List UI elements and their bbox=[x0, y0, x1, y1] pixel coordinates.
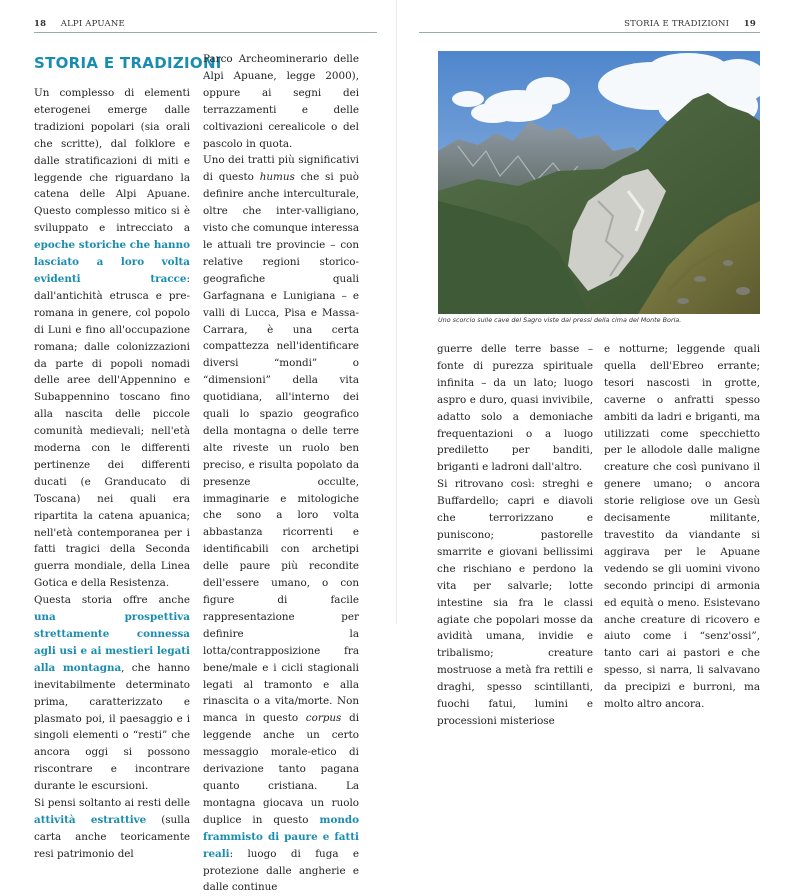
highlight-text: mondo frammisto di paure e fatti reali bbox=[203, 813, 359, 860]
highlight-text: attività estrattive bbox=[34, 813, 147, 826]
mountain-landscape-illustration bbox=[438, 51, 760, 314]
page-number-right: 19 bbox=[743, 19, 756, 29]
right-page bbox=[397, 0, 794, 727]
mountain-photo bbox=[438, 51, 760, 314]
highlight-text: una prospettiva strettamente connessa agli usi e ai mestieri legati alla montagna bbox=[34, 611, 190, 674]
italic-text: humus bbox=[259, 171, 295, 184]
text-run: di leggende anche un certo messaggio morale-etico di derivazione tanto pagana quanto cristiana. La montagna giocava un ruolo duplice in questo bbox=[203, 712, 359, 826]
text-column-1 bbox=[34, 85, 190, 863]
photo-caption: Uno scorcio sulle cave del Sagro viste dai pressi della cima del Monte Borla. bbox=[438, 316, 682, 324]
text-run: : luogo di fuga e protezione dalle angherie e dalle continue bbox=[203, 847, 359, 894]
left-page bbox=[0, 0, 397, 894]
text-column-4 bbox=[604, 341, 760, 713]
running-head-left-text: ALPI APUANE bbox=[60, 19, 125, 29]
header-rule-left bbox=[34, 32, 377, 33]
highlight-text: epoche storiche che hanno lasciato a loro volta evidenti tracce bbox=[34, 239, 190, 285]
paragraph: Parco Archeominerario delle Alpi Apuane, legge 2000), oppure ai segni dei terrazzamenti e delle coltivazioni cerealicole o del pascolo in quota. bbox=[203, 53, 359, 150]
text-column-2 bbox=[203, 51, 359, 896]
running-head-right-text: STORIA E TRADIZIONI bbox=[624, 19, 730, 29]
text-run: che si può definire anche interculturale, oltre che inter-valligiano, visto che comunque interessa le attuali tre provincie – con relative regioni storico-geografiche quali Garfagnana e Lunigiana – e valli di Lucca, Pisa e Massa-Carrara, è una certa compattezza nell'identificare diversi “mondi” o “dimensioni” della vita quotidiana, all'interno dei quali lo spazio geografico della montagna o delle terre alte riveste un ruolo ben preciso, e risulta popolato da presenze occulte, immaginarie e mitologiche che sono a loro volta abbastanza ricorrenti e identificabili con archetipi delle paure più recondite dell'essere umano, o con figure di facile rappresentazione per definire la lotta/contrapposizione fra bene/male e i cicli stagionali legati al tramonto e alla rinascita o a vita/morte. Non manca in questo bbox=[203, 171, 359, 725]
text-run: Questa storia offre anche bbox=[34, 594, 190, 607]
text-run: (sulla carta anche teoricamente resi patrimonio del bbox=[34, 813, 191, 860]
running-head-right bbox=[624, 19, 756, 29]
paragraph: e notturne; leggende quali quella dell'Ebreo errante; tesori nascosti in grotte, caverne o anfratti spesso ambiti da ladri e briganti, ma utilizzati come specchietto per le allodole dalle maligne creature che così punivano il genere umano; o ancora storie religiose ove un Gesù decisamente militante, travestito da viandante si aggirava per le Apuane vedendo se gli uomini vivono secondo principi di armonia ed equità o meno. Esistevano anche creature di ricovero e aiuto come i “senz'ossi”, tanto cari ai pastori e che spesso, si narra, li salvavano da precipizi e burroni, ma molto altro ancora. bbox=[604, 343, 760, 711]
paragraph: guerre delle terre basse – fonte di purezza spirituale infinita – da un lato; luogo aspro e duro, quasi invivibile, adatto solo a demoniache frequentazioni o a luogo prediletto per banditi, briganti e ladroni dall'altro. bbox=[437, 343, 593, 474]
text-run: Un complesso di elementi eterogenei emerge dalle tradizioni popolari (sia orali che scritte), dal folklore e dalle stratificazioni di miti e leggende che riguardano la catena delle Alpi Apuane. Questo complesso mitico si è sviluppato e intrecciato a bbox=[34, 87, 190, 235]
paragraph: Si ritrovano così: streghi e Buffardello; capri e diavoli che terrorizzano e puniscono; pastorelle smarrite e giovani bellissimi che rischiano e perdono la vita per salvarle; lotte intestine sia fra le classi agiate che popolari mosse da avidità umana, invidie e tribalismo; creature mostruose a metà fra rettili e draghi, spesso scintillanti, fuochi fatui, lumini e processioni misteriose bbox=[437, 478, 593, 727]
page-number-left: 18 bbox=[34, 19, 47, 29]
paragraph bbox=[34, 592, 190, 795]
text-run: , che hanno inevitabilmente determinato prima, caratterizzato e plasmato poi, il paesaggio e i singoli elementi o “resti” che ancora oggi si possono riscontrare e incontrare durante le escursioni. bbox=[34, 661, 190, 793]
header-rule-right bbox=[419, 32, 760, 33]
text-run: Si pensi soltanto ai resti delle bbox=[34, 797, 190, 810]
text-run: : dall'antichità etrusca e pre-romana in genere, col popolo di Luni e fino all'occupazione romana; dalle colonizzazioni da parte di popoli nomadi delle aree dell'Appennino e Subappennino toscano fino alla nascita delle piccole comunità medievali; nell'età moderna con le differenti pertinenze dei differenti ducati (e Granducato di Toscana) nei quali era ripartita la catena apuanica; nell'età contemporanea per i fatti tragici della Seconda guerra mondiale, della Linea Gotica e della Resistenza. bbox=[34, 272, 190, 590]
italic-text: corpus bbox=[305, 712, 342, 725]
running-head-left bbox=[34, 19, 125, 29]
chapter-title: STORIA E TRADIZIONI bbox=[34, 54, 222, 72]
text-column-3 bbox=[437, 341, 593, 730]
paragraph bbox=[34, 795, 190, 863]
paragraph bbox=[34, 85, 190, 592]
text-run: Uno dei tratti più significativi di questo bbox=[203, 154, 359, 184]
paragraph bbox=[203, 152, 359, 896]
